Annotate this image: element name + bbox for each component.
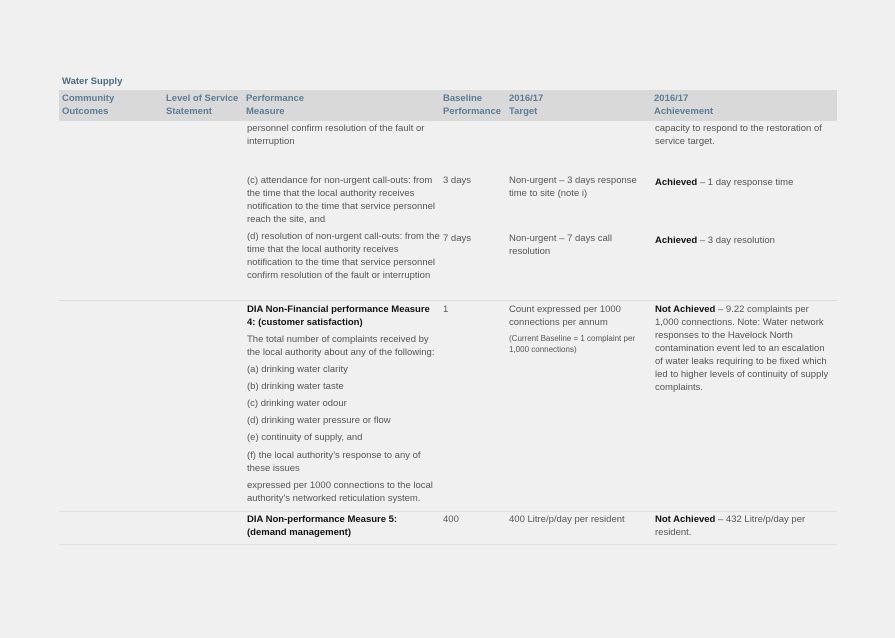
target-5: 400 Litre/p/day per resident: [509, 514, 625, 525]
list-item: (b) drinking water taste: [247, 381, 344, 392]
not-achieved-status: Not Achieved: [655, 514, 716, 525]
baseline-c: 3 days: [443, 175, 471, 186]
list-item: (c) drinking water odour: [247, 398, 347, 409]
achievement-5: [655, 513, 825, 539]
header-baseline-performance: Baseline Performance: [443, 93, 502, 117]
measure-5-title: DIA Non-performance Measure 5: (demand management): [247, 514, 398, 538]
header-target: 2016/17 Target: [509, 93, 544, 117]
achieved-status: Achieved: [655, 235, 698, 246]
header-community-outcomes: Community Outcomes: [62, 93, 115, 117]
target-c: Non-urgent – 3 days response time to site (note i): [509, 175, 637, 199]
achieved-status: Achieved: [655, 177, 698, 188]
list-item: (e) continuity of supply, and: [247, 432, 363, 443]
measure-c: (c) attendance for non-urgent call-outs: from the time that the local authority receives notification to the time that service personnel reach the site, and: [247, 175, 435, 225]
not-achieved-status: Not Achieved: [655, 304, 716, 315]
baseline-d: 7 days: [443, 233, 471, 244]
achievement-d: [655, 234, 835, 247]
measure-continued: personnel confirm resolution of the fault or interruption: [247, 123, 425, 147]
header-level-of-service: Level of Service Statement: [166, 93, 239, 117]
section-title: Water Supply: [62, 76, 123, 87]
achievement-4-text: – 9.22 complaints per 1,000 connections. Note: Water network responses to the Havelock North contamination event led to an escalation of water leaks requiring to be fixed which led to higher levels of continuity of supply complaints.: [655, 304, 829, 393]
list-item: (f) the local authority’s response to any of these issues: [247, 450, 421, 474]
achievement-c-text: – 1 day response time: [697, 177, 794, 188]
measure-4-intro: The total number of complaints received by the local authority about any of the following:: [247, 334, 435, 358]
header-performance-measure: Performance Measure: [246, 93, 305, 117]
row-divider: [59, 300, 837, 301]
header-achievement: 2016/17 Achievement: [654, 93, 714, 117]
achievement-4: [655, 303, 835, 394]
measure-4-outro: expressed per 1000 connections to the local authority's networked reticulation system.: [247, 480, 433, 504]
target-4-note: (Current Baseline = 1 complaint per 1,000 connections): [509, 334, 636, 354]
table-header: [59, 90, 837, 121]
achievement-continued: capacity to respond to the restoration of service target.: [655, 123, 822, 147]
measure-d: (d) resolution of non-urgent call-outs: from the time that the local authority receives notification to the time that service personnel confirm resolution of the fault or interruption: [247, 231, 440, 281]
achievement-c: [655, 176, 835, 189]
target-d: Non-urgent – 7 days call resolution: [509, 233, 612, 257]
baseline-5: 400: [443, 514, 459, 525]
target-4: Count expressed per 1000 connections per annum: [509, 304, 621, 328]
achievement-d-text: – 3 day resolution: [697, 235, 775, 246]
measure-4-title: DIA Non-Financial performance Measure 4: (customer satisfaction): [247, 304, 430, 328]
list-item: (a) drinking water clarity: [247, 364, 348, 375]
baseline-4: 1: [443, 304, 449, 315]
row-divider: [59, 544, 837, 545]
row-divider: [59, 511, 837, 512]
achievement-5-text: – 432 Litre/p/day per resident.: [655, 514, 806, 538]
list-item: (d) drinking water pressure or flow: [247, 415, 391, 426]
